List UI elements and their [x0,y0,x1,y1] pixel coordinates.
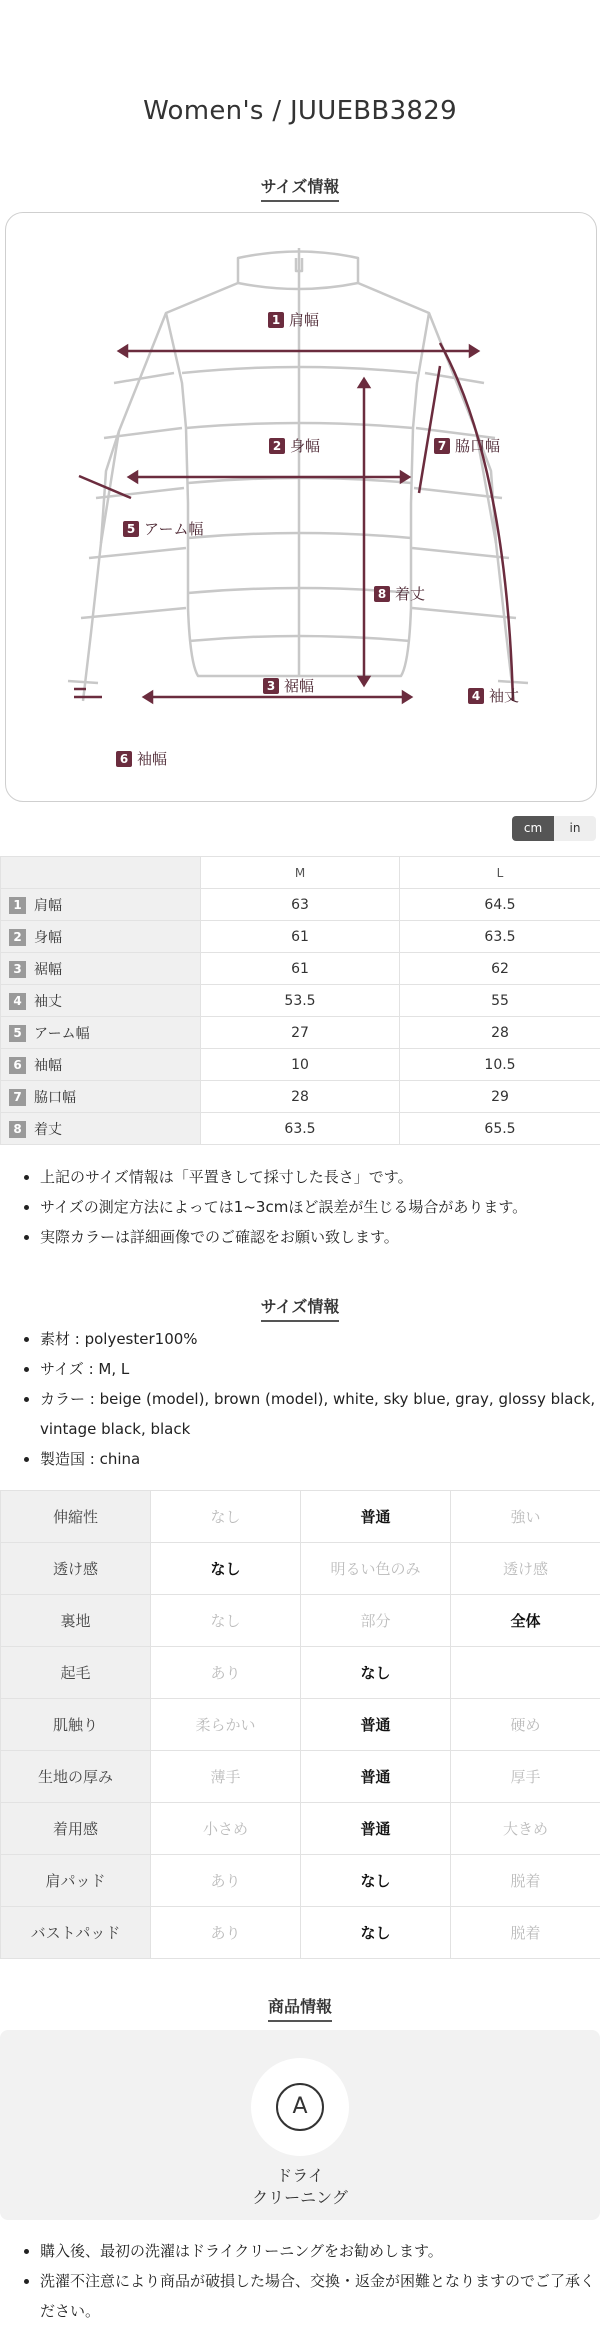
feel-label: 透け感 [1,1543,151,1595]
feel-option-selected: なし [151,1543,301,1595]
feel-option: 厚手 [451,1751,600,1803]
list-item: • 洗濯不注意により商品が破損した場合、交換・返金が困難となりますのでご了承ください。 [40,2266,600,2326]
feel-option: 脱着 [451,1907,600,1959]
feel-option: 大きめ [451,1803,600,1855]
label-hem-width: 3 裾幅 [263,675,314,696]
feel-option: 柔らかい [151,1699,301,1751]
value-m: 53.5 [201,985,400,1017]
feel-option-selected: なし [301,1855,451,1907]
feel-label: 着用感 [1,1803,151,1855]
product-info-heading: 商品情報 [0,1994,600,2022]
unit-cm-button[interactable]: cm [512,816,554,841]
list-item: • 購入後、最初の洗濯はドライクリーニングをお勧めします。 [40,2236,600,2266]
table-row [1,1751,600,1803]
feel-option-selected: 全体 [451,1595,600,1647]
size-table-header [1,857,600,889]
feel-option: あり [151,1907,301,1959]
row-label: 4 袖丈 [1,985,201,1017]
table-row [1,1491,600,1543]
table-corner [1,857,201,889]
row-label: 6 袖幅 [1,1049,201,1081]
table-row [1,1855,600,1907]
feel-option: 部分 [301,1595,451,1647]
feel-label: 生地の厚み [1,1751,151,1803]
feel-option: 透け感 [451,1543,600,1595]
label-body-width: 2 身幅 [269,435,320,456]
feel-label: 裏地 [1,1595,151,1647]
value-l: 10.5 [400,1049,600,1081]
care-instruction-box [0,2030,600,2220]
value-m: 27 [201,1017,400,1049]
table-row [1,1113,600,1145]
feel-option-selected: 普通 [301,1491,451,1543]
feel-label: 伸縮性 [1,1491,151,1543]
fabric-feel-table [0,1490,600,1959]
row-label: 8 着丈 [1,1113,201,1145]
label-armhole-width: 7 脇口幅 [434,435,500,456]
feel-option: あり [151,1855,301,1907]
feel-option-selected: なし [301,1907,451,1959]
value-m: 10 [201,1049,400,1081]
value-m: 61 [201,921,400,953]
table-row [1,1907,600,1959]
feel-option-selected: 普通 [301,1699,451,1751]
feel-option [451,1647,600,1699]
list-item: • 上記のサイズ情報は「平置きして採寸した長さ」です。 [40,1162,600,1192]
feel-option: なし [151,1491,301,1543]
table-row [1,1647,600,1699]
feel-option-selected: 普通 [301,1803,451,1855]
table-row [1,921,600,953]
feel-label: 肩パッド [1,1855,151,1907]
material-section-heading: サイズ情報 [0,1294,600,1322]
feel-option: あり [151,1647,301,1699]
table-row [1,1699,600,1751]
feel-label: 肌触り [1,1699,151,1751]
feel-option-selected: 普通 [301,1751,451,1803]
row-label: 1 肩幅 [1,889,201,921]
value-l: 28 [400,1017,600,1049]
row-label: 2 身幅 [1,921,201,953]
feel-label: 起毛 [1,1647,151,1699]
value-m: 63 [201,889,400,921]
size-diagram [5,212,597,802]
table-row [1,953,600,985]
dry-clean-icon [251,2058,349,2156]
feel-label: バストパッド [1,1907,151,1959]
table-row [1,1017,600,1049]
value-l: 55 [400,985,600,1017]
product-notes [0,2236,600,2326]
table-row [1,1049,600,1081]
list-item: • 実際カラーは詳細画像でのご確認をお願い致します。 [40,1222,600,1252]
care-symbol: A [276,2083,324,2131]
product-title: Women's / JUUEBB3829 [143,96,457,126]
value-l: 29 [400,1081,600,1113]
feel-option-selected: なし [301,1647,451,1699]
feel-option: 硬め [451,1699,600,1751]
value-l: 63.5 [400,921,600,953]
column-header-m: M [201,857,400,889]
unit-toggle [512,816,596,841]
label-shoulder-width: 1 肩幅 [268,309,319,330]
value-m: 61 [201,953,400,985]
list-item: • サイズの測定方法によっては1~3cmほど誤差が生じる場合があります。 [40,1192,600,1222]
value-l: 65.5 [400,1113,600,1145]
value-l: 64.5 [400,889,600,921]
value-m: 28 [201,1081,400,1113]
row-label: 5 アーム幅 [1,1017,201,1049]
feel-option: 小さめ [151,1803,301,1855]
column-header-l: L [400,857,600,889]
feel-option: 脱着 [451,1855,600,1907]
table-row [1,1595,600,1647]
value-l: 62 [400,953,600,985]
value-m: 63.5 [201,1113,400,1145]
table-row [1,1543,600,1595]
feel-option: 薄手 [151,1751,301,1803]
feel-option: 明るい色のみ [301,1543,451,1595]
material-item: • 素材 : polyester100% [40,1324,600,1354]
origin-item: • 製造国 : china [40,1444,600,1474]
table-row [1,1081,600,1113]
size-table [0,856,600,1145]
table-row [1,1803,600,1855]
label-sleeve-length: 4 袖丈 [468,685,519,706]
label-arm-width: 5 アーム幅 [123,518,204,539]
unit-in-button[interactable]: in [554,816,596,841]
size-section-heading: サイズ情報 [0,174,600,202]
material-list [0,1324,600,1474]
size-item: • サイズ : M, L [40,1354,600,1384]
table-row [1,889,600,921]
row-label: 7 脇口幅 [1,1081,201,1113]
table-row [1,985,600,1017]
jacket-illustration [6,213,596,801]
size-notes [0,1162,600,1252]
feel-option: 強い [451,1491,600,1543]
color-item: • カラー : beige (model), brown (model), white, sky blue, gray, glossy black, vintage black, black [40,1384,600,1444]
feel-option: なし [151,1595,301,1647]
row-label: 3 裾幅 [1,953,201,985]
label-total-length: 8 着丈 [374,583,425,604]
care-label: ドライ クリーニング [252,2166,348,2207]
label-cuff-width: 6 袖幅 [116,748,167,769]
